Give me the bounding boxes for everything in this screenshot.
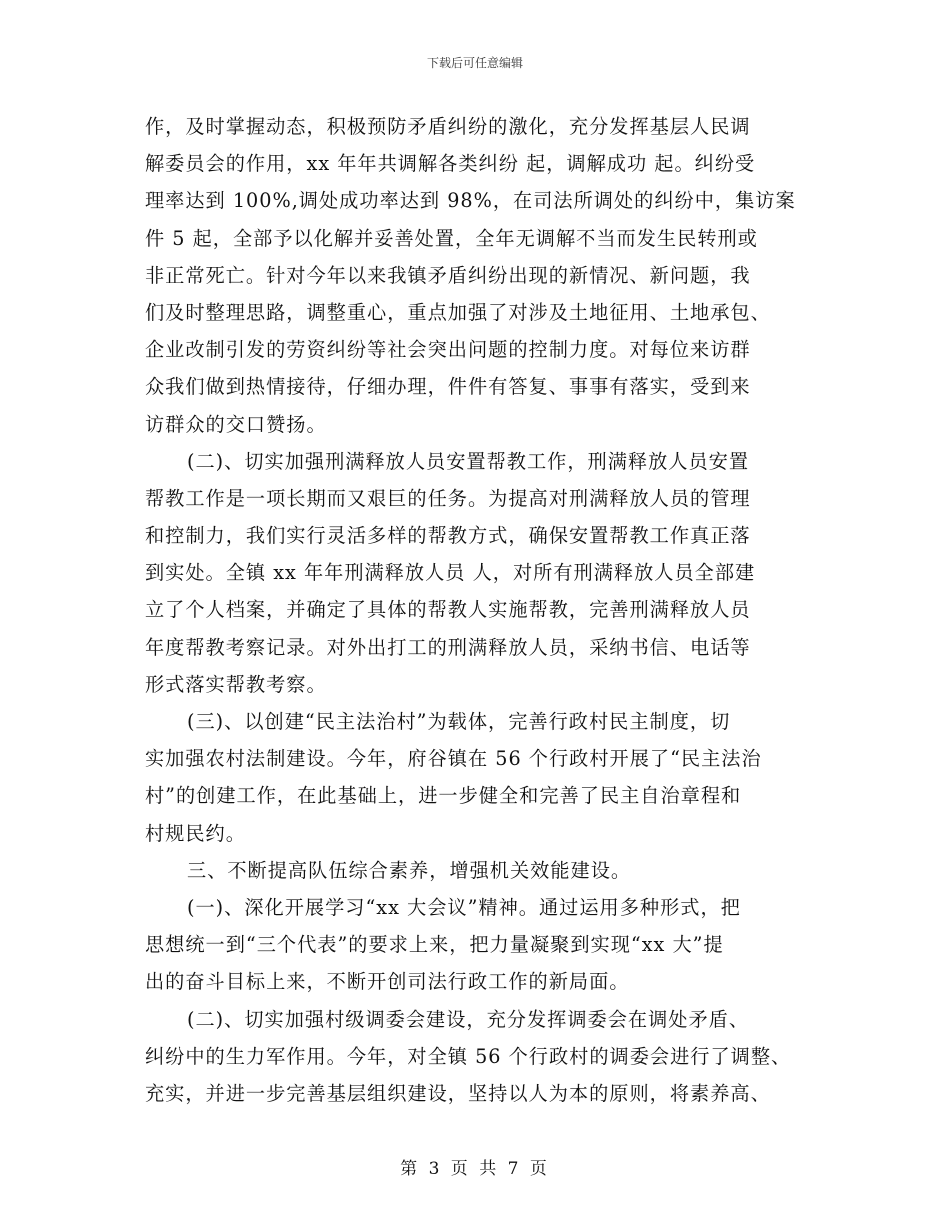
text-line: (二)、切实加强村级调委会建设，充分发挥调委会在调处矛盾、 bbox=[187, 1007, 750, 1031]
text-line: 三、不断提高队伍综合素养，增强机关效能建设。 bbox=[187, 858, 632, 882]
document-body bbox=[145, 108, 807, 1112]
text-line: 充实，并进一步完善基层组织建设，坚持以人为本的原则，将素养高、 bbox=[145, 1081, 771, 1105]
text-line: (二)、切实加强刑满释放人员安置帮教工作，刑满释放人员安置 bbox=[187, 449, 750, 473]
text-line: 众我们做到热情接待，仔细办理，件件有答复、事事有落实，受到来 bbox=[145, 375, 751, 399]
text-line: 非正常死亡。针对今年以来我镇矛盾纠纷出现的新情况、新问题，我 bbox=[145, 263, 751, 287]
text-line: 解委员会的作用，xx 年年共调解各类纠纷 起，调解成功 起。纠纷受 bbox=[145, 152, 756, 176]
page-footer: 第 3 页 共 7 页 bbox=[400, 1159, 550, 1179]
text-line: 年度帮教考察记录。对外出打工的刑满释放人员，采纳书信、电话等 bbox=[145, 635, 751, 659]
text-line: 帮教工作是一项长期而又艰巨的任务。为提高对刑满释放人员的管理 bbox=[145, 486, 751, 510]
text-line: 理率达到 100%,调处成功率达到 98%，在司法所调处的纠纷中，集访案 bbox=[145, 189, 796, 213]
text-line: 实加强农村法制建设。今年，府谷镇在 56 个行政村开展了“民主法治 bbox=[145, 747, 762, 771]
text-line: 思想统一到“三个代表”的要求上来，把力量凝聚到实现“xx 大”提 bbox=[145, 933, 724, 957]
text-line: (一)、深化开展学习“xx 大会议”精神。通过运用多种形式，把 bbox=[187, 895, 741, 919]
text-line: 到实处。全镇 xx 年年刑满释放人员 人，对所有刑满释放人员全部建 bbox=[145, 561, 756, 585]
text-line: 村规民约。 bbox=[145, 821, 246, 845]
text-line: 企业改制引发的劳资纠纷等社会突出问题的控制力度。对每位来访群 bbox=[145, 338, 751, 362]
text-line: (三)、以创建“民主法治村”为载体，完善行政村民主制度，切 bbox=[187, 710, 731, 733]
text-line: 形式落实帮教考察。 bbox=[145, 672, 327, 696]
text-line: 和控制力，我们实行灵活多样的帮教方式，确保安置帮教工作真正落 bbox=[145, 524, 751, 548]
text-line: 们及时整理思路，调整重心，重点加强了对涉及土地征用、土地承包、 bbox=[145, 300, 771, 324]
text-line: 纠纷中的生力军作用。今年，对全镇 56 个行政村的调委会进行了调整、 bbox=[145, 1044, 792, 1068]
text-line: 村”的创建工作，在此基础上，进一步健全和完善了民主自治章程和 bbox=[145, 784, 742, 808]
text-line: 出的奋斗目标上来，不断开创司法行政工作的新局面。 bbox=[145, 970, 630, 994]
text-line: 访群众的交口赞扬。 bbox=[145, 412, 327, 436]
text-line: 件 5 起，全部予以化解并妥善处置，全年无调解不当而发生民转刑或 bbox=[145, 226, 758, 250]
page-header: 下载后可任意编辑 bbox=[426, 56, 523, 70]
text-line: 立了个人档案，并确定了具体的帮教人实施帮教，完善刑满释放人员 bbox=[145, 598, 751, 622]
text-line: 作，及时掌握动态，积极预防矛盾纠纷的激化，充分发挥基层人民调 bbox=[145, 115, 751, 138]
